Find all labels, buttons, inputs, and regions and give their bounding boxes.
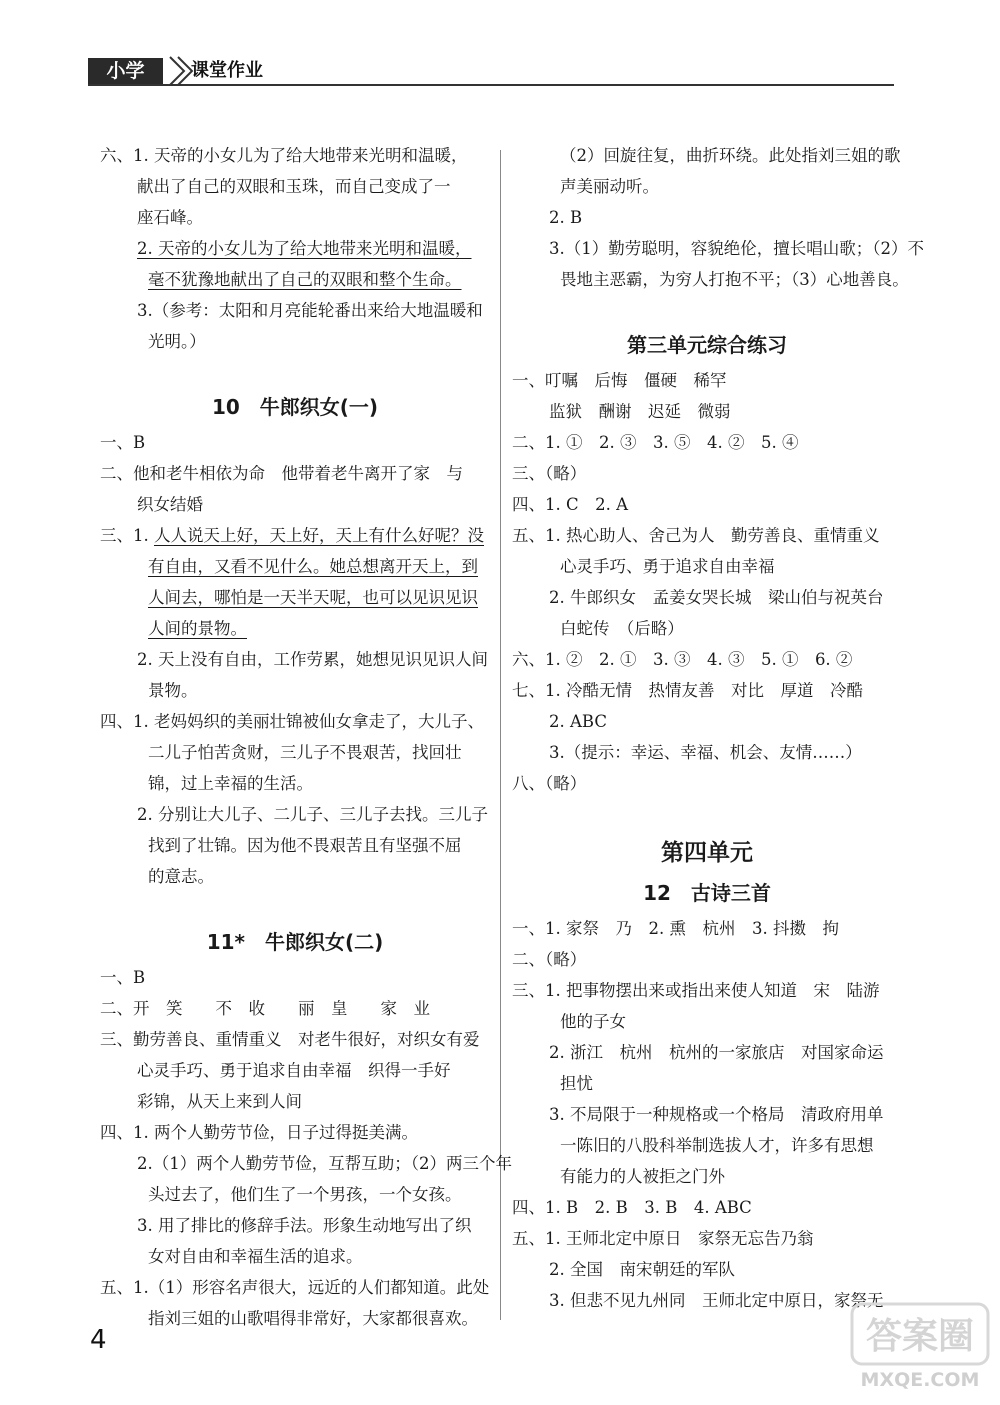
- section-title: 11* 牛郎织女(二): [206, 930, 384, 954]
- answer-text: 一、B: [100, 968, 146, 987]
- answer-line: [100, 675, 490, 706]
- answer-line: [100, 1241, 490, 1272]
- answer-text: 锦，过上幸福的生活。: [148, 774, 313, 793]
- answer-line: [512, 768, 902, 799]
- answer-line: [100, 799, 490, 830]
- answer-text: 2. 天上没有自由，工作劳累，她想见识见识人间: [137, 650, 488, 669]
- answer-line: [100, 551, 490, 582]
- answer-line: [512, 489, 902, 520]
- answer-line: [512, 675, 902, 706]
- answer-text: 五、1. 王师北定中原日 家祭无忘告乃翁: [512, 1229, 814, 1248]
- answer-line: [512, 1068, 902, 1099]
- answer-text: 人间去，哪怕是一天半天呢，也可以见识见识: [148, 588, 478, 607]
- answer-line: [100, 326, 490, 357]
- answer-text: 3. 用了排比的修辞手法。形象生动地写出了织: [137, 1216, 472, 1235]
- answer-text: 人间的景物。: [148, 619, 247, 638]
- answer-line: [100, 295, 490, 326]
- watermark-text: 答案圈: [865, 1316, 975, 1357]
- answer-line: [100, 171, 490, 202]
- answer-text: 2. 浙江 杭州 杭州的一家旅店 对国家命运: [549, 1043, 884, 1062]
- answer-line: [512, 140, 902, 171]
- answer-line: [100, 1117, 490, 1148]
- answer-text: 毫不犹豫地献出了自己的双眼和整个生命。: [148, 270, 462, 289]
- answer-text: 有能力的人被拒之门外: [560, 1167, 725, 1186]
- answer-text: 一、B: [100, 433, 146, 452]
- answer-line: [100, 644, 490, 675]
- spacer: [100, 892, 490, 922]
- answer-line: [512, 582, 902, 613]
- answer-text: 担忧: [560, 1074, 593, 1093]
- answer-text: 三、（略）: [512, 464, 587, 483]
- answer-line: [100, 489, 490, 520]
- answer-text: 五、1. 热心助人、舍己为人 勤劳善良、重情重义: [512, 526, 880, 545]
- answer-text: 三、1. 把事物摆出来或指出来使人知道 宋 陆游: [512, 981, 880, 1000]
- answer-text: 座石峰。: [137, 208, 203, 227]
- answer-text: 畏地主恶霸，为穷人打抱不平；（3）心地善良。: [560, 270, 909, 289]
- answer-line: [512, 171, 902, 202]
- section-title: 12 古诗三首: [643, 881, 771, 905]
- answer-text: 3. 但悲不见九州同 王师北定中原日，家祭无: [549, 1291, 884, 1310]
- spacer: [100, 357, 490, 387]
- answer-line: [512, 913, 902, 944]
- answer-line: [100, 233, 490, 264]
- answer-text: 头过去了，他们生了一个男孩，一个女孩。: [148, 1185, 462, 1204]
- answer-text: 心灵手巧、勇于追求自由幸福: [560, 557, 775, 576]
- answer-text: 二、开 笑 不 收 丽 皇 家 业: [100, 999, 430, 1018]
- answer-line: [512, 944, 902, 975]
- answer-text: 一、1. 家祭 乃 2. 熏 杭州 3. 抖擞 拘: [512, 919, 839, 938]
- header-rule: [88, 84, 894, 86]
- answer-line: [512, 613, 902, 644]
- header-badge: 小学: [88, 58, 163, 84]
- answer-text: 她总想离开天上，到: [329, 557, 478, 576]
- answer-text: 声美丽动听。: [560, 177, 659, 196]
- answer-line: [512, 975, 902, 1006]
- answer-line: [512, 1130, 902, 1161]
- answer-text: 六、1. 天帝的小女儿为了给大地带来光明和温暖，: [100, 146, 468, 165]
- answer-line: [512, 202, 902, 233]
- answer-line: [100, 1210, 490, 1241]
- answer-text: 2. B: [549, 208, 583, 227]
- answer-line: [512, 396, 902, 427]
- section-title: 10 牛郎织女(一): [211, 395, 379, 419]
- answer-line: [100, 520, 490, 551]
- answer-text: 彩锦，从天上来到人间: [137, 1092, 302, 1111]
- answer-line: [100, 962, 490, 993]
- answer-line: [512, 458, 902, 489]
- answer-text: 四、1. C 2. A: [512, 495, 629, 514]
- answer-text: 四、1. B 2. B 3. B 4. ABC: [512, 1198, 752, 1217]
- answer-text: 景物。: [148, 681, 198, 700]
- answer-text: 2. 牛郎织女 孟姜女哭长城 梁山伯与祝英台: [549, 588, 884, 607]
- answer-line: [512, 1285, 902, 1316]
- answer-line: [100, 768, 490, 799]
- answer-line: [100, 582, 490, 613]
- answer-text: 三、1.: [100, 526, 154, 545]
- answer-line: [512, 1254, 902, 1285]
- answer-text: 人人说天上好，天上好，天上有什么好呢？没: [154, 526, 484, 545]
- page-header: [88, 52, 894, 88]
- answer-text: 一、叮嘱 后悔 僵硬 稀罕: [512, 371, 727, 390]
- answer-text: 心灵手巧、勇于追求自由幸福 织得一手好: [137, 1061, 451, 1080]
- answer-line: [512, 427, 902, 458]
- answer-text: 七、1. 冷酷无情 热情友善 对比 厚道 冷酷: [512, 681, 863, 700]
- answer-text: 女对自由和幸福生活的追求。: [148, 1247, 363, 1266]
- answer-text: 2. 天帝的小女儿为了给大地带来光明和温暖，: [137, 239, 472, 258]
- right-column: [512, 140, 924, 1316]
- left-column: [100, 140, 512, 1334]
- answer-line: [512, 365, 902, 396]
- answer-text: 2. ABC: [549, 712, 607, 731]
- answer-text: 光明。）: [148, 332, 206, 351]
- column-divider: [500, 150, 501, 1320]
- answer-line: [512, 264, 909, 295]
- section-title: 第四单元: [661, 840, 753, 866]
- answer-text: 四、1. 老妈妈织的美丽壮锦被仙女拿走了，大儿子、: [100, 712, 484, 731]
- answer-text: 2. 分别让大儿子、二儿子、三儿子去找。三儿子: [137, 805, 488, 824]
- answer-text: 织女结婚: [137, 495, 203, 514]
- answer-text: 二、1. ① 2. ③ 3. ⑤ 4. ② 5. ④: [512, 433, 799, 452]
- answer-text: 他的子女: [560, 1012, 626, 1031]
- answer-text: 2.（1）两个人勤劳节俭，互帮互助；（2）两三个年: [137, 1154, 512, 1173]
- answer-line: [512, 1192, 902, 1223]
- watermark-url: MXQE.COM: [860, 1369, 980, 1391]
- answer-line: [512, 1161, 902, 1192]
- answer-text: 有自由，又看不见什么。: [148, 557, 330, 576]
- answer-line: [100, 706, 490, 737]
- answer-text: 一陈旧的八股科举制选拔人才，许多有思想: [560, 1136, 874, 1155]
- answer-line: [100, 993, 490, 1024]
- answer-line: [512, 737, 902, 768]
- answer-text: 3.（提示：幸运、幸福、机会、友情……）: [549, 743, 862, 762]
- answer-line: [512, 1099, 902, 1130]
- answer-text: 六、1. ② 2. ① 3. ③ 4. ③ 5. ① 6. ②: [512, 650, 853, 669]
- watermark-logo: [850, 1300, 990, 1395]
- answer-line: [100, 1055, 490, 1086]
- answer-line: [100, 427, 490, 458]
- answer-line: [512, 233, 924, 264]
- answer-line: [100, 458, 490, 489]
- answer-line: [100, 1148, 512, 1179]
- answer-text: 二、（略）: [512, 950, 587, 969]
- answer-text: 找到了壮锦。因为他不畏艰苦且有坚强不屈: [148, 836, 462, 855]
- answer-text: 二、他和老牛相依为命 他带着老牛离开了家 与: [100, 464, 463, 483]
- answer-text: 监狱 酬谢 迟延 微弱: [549, 402, 731, 421]
- answer-text: 3.（参考：太阳和月亮能轮番出来给大地温暖和: [137, 301, 483, 320]
- answer-line: [100, 861, 490, 892]
- answer-text: 八、（略）: [512, 774, 587, 793]
- header-title: 课堂作业: [191, 60, 263, 81]
- answer-text: 3.（1）勤劳聪明，容貌绝伦，擅长唱山歌；（2）不: [549, 239, 924, 258]
- answer-line: [100, 1024, 490, 1055]
- answer-line: [100, 737, 490, 768]
- answer-text: 四、1. 两个人勤劳节俭，日子过得挺美满。: [100, 1123, 418, 1142]
- answer-line: [100, 830, 490, 861]
- answer-text: 的意志。: [148, 867, 214, 886]
- answer-line: [512, 644, 902, 675]
- page-number: 4: [90, 1325, 107, 1355]
- answer-line: [100, 1272, 490, 1303]
- section-title: 第三单元综合练习: [627, 333, 787, 357]
- answer-line: [512, 520, 902, 551]
- answer-line: [100, 202, 490, 233]
- answer-line: [100, 1303, 490, 1334]
- answer-text: 2. 全国 南宋朝廷的军队: [549, 1260, 735, 1279]
- answer-line: [100, 140, 490, 171]
- answer-line: [512, 551, 902, 582]
- answer-line: [512, 706, 902, 737]
- answer-line: [512, 1037, 902, 1068]
- spacer: [512, 799, 902, 833]
- answer-line: [100, 264, 490, 295]
- answer-text: 献出了自己的双眼和玉珠，而自己变成了一: [137, 177, 451, 196]
- answer-line: [512, 1006, 902, 1037]
- answer-text: 指刘三姐的山歌唱得非常好，大家都很喜欢。: [148, 1309, 478, 1328]
- answer-text: 白蛇传 （后略）: [560, 619, 684, 638]
- answer-text: 三、勤劳善良、重情重义 对老牛很好，对织女有爱: [100, 1030, 480, 1049]
- answer-line: [512, 1223, 902, 1254]
- answer-text: （2）回旋往复，曲折环绕。此处指刘三姐的歌: [560, 146, 901, 165]
- answer-text: 二儿子怕苦贪财，三儿子不畏艰苦，找回壮: [148, 743, 462, 762]
- answer-line: [100, 1086, 490, 1117]
- spacer: [512, 295, 902, 325]
- answer-text: 五、1.（1）形容名声很大，远近的人们都知道。此处: [100, 1278, 490, 1297]
- answer-line: [100, 613, 490, 644]
- answer-line: [100, 1179, 490, 1210]
- answer-text: 3. 不局限于一种规格或一个格局 清政府用单: [549, 1105, 884, 1124]
